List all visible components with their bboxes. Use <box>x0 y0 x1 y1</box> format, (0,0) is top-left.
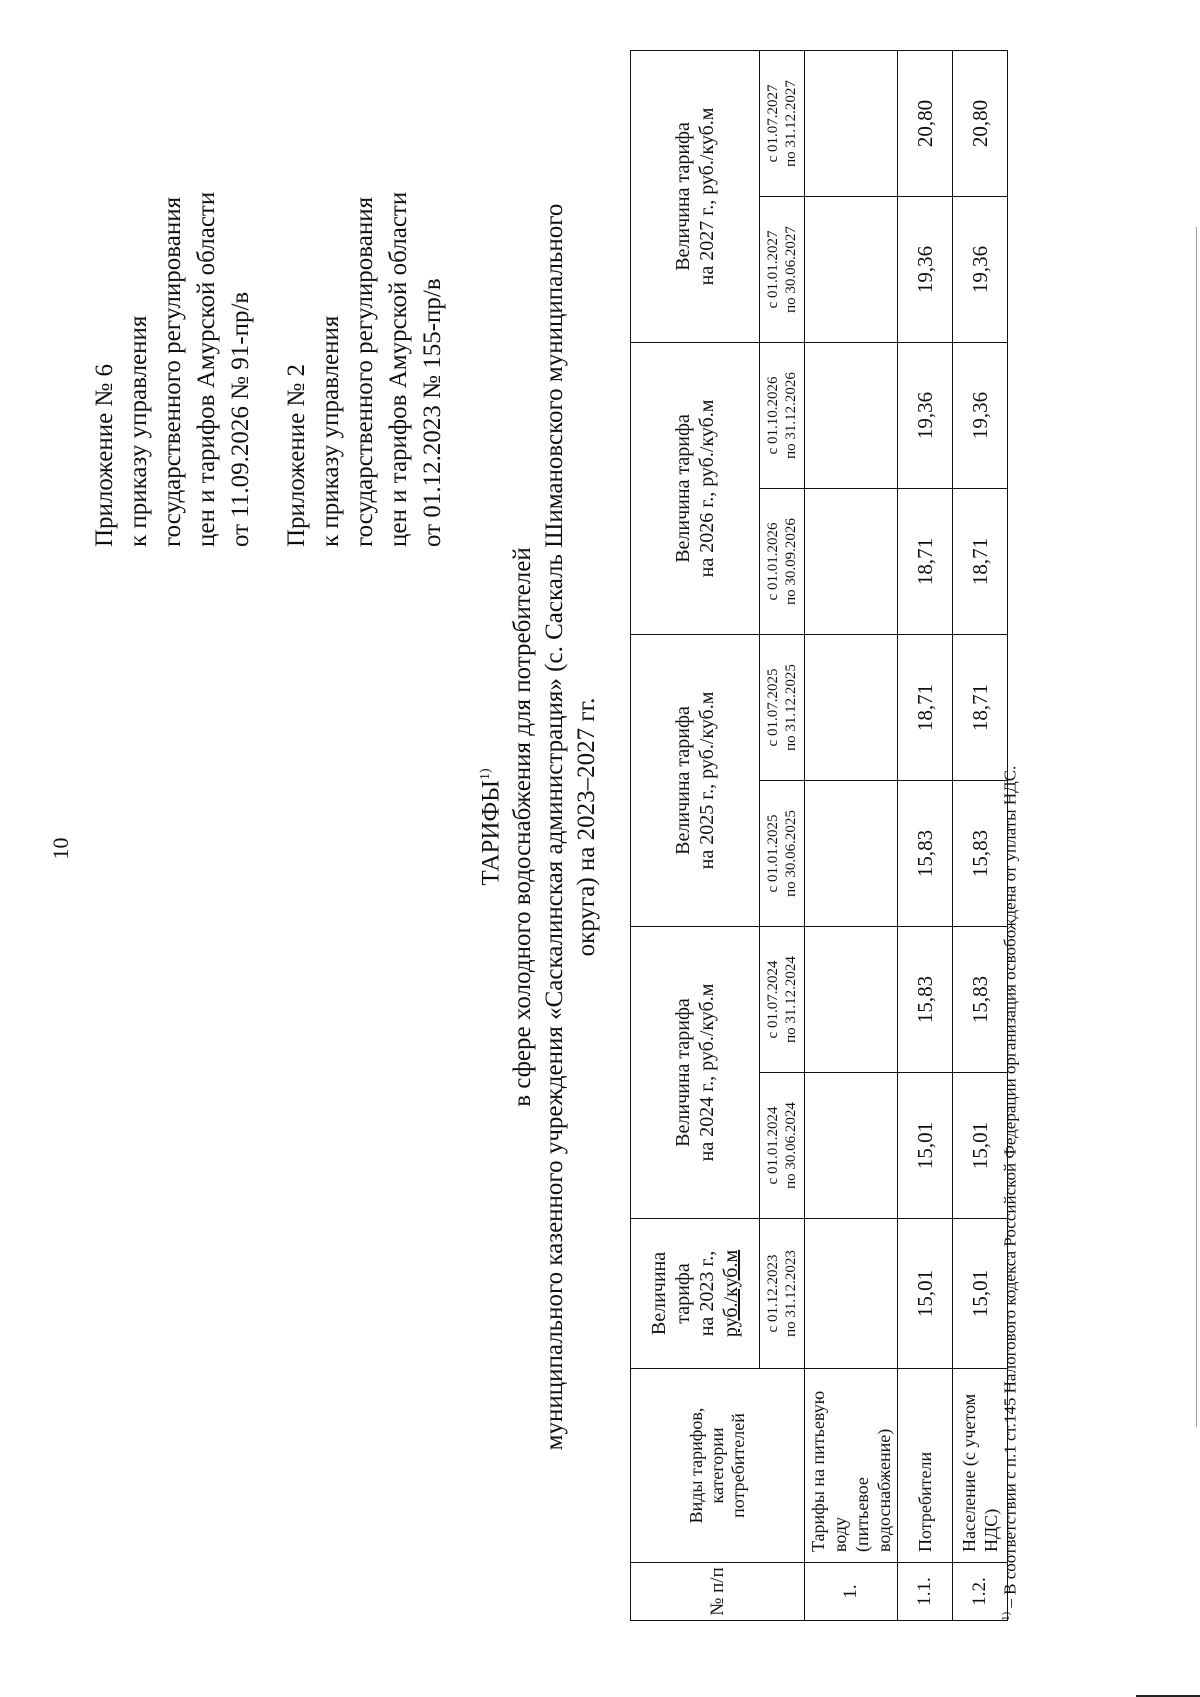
title-footnote-mark: 1) <box>478 768 493 781</box>
period-header <box>760 780 805 926</box>
document-title <box>470 77 603 1577</box>
header-year-line: на 2023 г., <box>696 1250 718 1337</box>
period-from: с 01.12.2023 <box>765 1254 781 1333</box>
tariff-value: 15,01 <box>898 1219 953 1369</box>
period-header <box>760 634 805 780</box>
table-row <box>805 50 898 1620</box>
tariff-value: 18,71 <box>898 488 953 634</box>
header-year-line: руб./куб.м <box>720 1249 742 1338</box>
row-number: 1. <box>805 1563 898 1621</box>
title-line: в сфере холодного водоснабжения для потребителей <box>509 547 537 1107</box>
period-to: по 30.09.2026 <box>783 518 799 605</box>
period-to: по 31.12.2026 <box>783 372 799 459</box>
row-number: 1.1. <box>898 1563 953 1621</box>
header-year-line: на 2024 г., руб./куб.м <box>696 983 718 1162</box>
row-category-line: (питьевое водоснабжение) <box>852 1428 894 1552</box>
period-header <box>760 1073 805 1219</box>
period-from: с 01.07.2025 <box>765 668 781 747</box>
header-category: Виды тарифов, категории потребителей <box>631 1369 805 1563</box>
period-to: по 30.06.2024 <box>783 1102 799 1189</box>
period-to: по 30.06.2025 <box>783 810 799 897</box>
row-category: Население (с учетом НДС) <box>953 1369 1008 1563</box>
period-header <box>760 50 805 196</box>
table-cell <box>805 196 898 342</box>
table-cell <box>805 1073 898 1219</box>
row-category: Потребители <box>898 1369 953 1563</box>
appendix-line: государственного регулирования <box>159 196 186 547</box>
row-number: 1.2. <box>953 1563 1008 1621</box>
tariff-value: 15,83 <box>898 780 953 926</box>
row-category-line: Тарифы на питьевую воду <box>808 1390 850 1552</box>
footnote <box>1000 766 1021 1621</box>
period-from: с 01.10.2026 <box>765 376 781 455</box>
appendix-line: Приложение № 2 <box>283 363 310 547</box>
header-year-2025 <box>631 634 760 926</box>
table-cell <box>805 1219 898 1369</box>
period-header <box>760 1219 805 1369</box>
period-header <box>760 926 805 1072</box>
tariff-value: 15,01 <box>953 1073 1008 1219</box>
tariff-value: 15,83 <box>898 926 953 1072</box>
header-year-line: Величина тарифа <box>648 1251 694 1336</box>
header-year-line: на 2026 г., руб./куб.м <box>696 399 718 578</box>
title-heading <box>470 77 507 1577</box>
header-year-2023 <box>631 1219 760 1369</box>
period-from: с 01.01.2026 <box>765 522 781 601</box>
period-from: с 01.01.2025 <box>765 814 781 893</box>
header-year-line: на 2027 г., руб./куб.м <box>696 107 718 286</box>
header-year-2026 <box>631 342 760 634</box>
tariff-value: 18,71 <box>953 488 1008 634</box>
header-year-2024 <box>631 926 760 1218</box>
tariff-value: 15,01 <box>898 1073 953 1219</box>
tariff-value: 15,01 <box>953 1219 1008 1369</box>
period-header <box>760 488 805 634</box>
table-cell <box>805 488 898 634</box>
appendix-line: Приложение № 6 <box>91 363 118 547</box>
period-from: с 01.01.2024 <box>765 1106 781 1185</box>
period-from: с 01.07.2024 <box>765 960 781 1039</box>
period-to: по 31.12.2023 <box>783 1250 799 1337</box>
header-year-2027 <box>631 50 760 342</box>
tariff-table <box>630 50 1008 1621</box>
appendix-line: от 11.09.2026 № 91-пр/в <box>227 291 254 547</box>
appendix-line: к приказу управления <box>317 315 344 547</box>
title-heading-text: ТАРИФЫ <box>477 780 505 886</box>
tariff-value: 19,36 <box>898 342 953 488</box>
tariff-value: 15,83 <box>953 780 1008 926</box>
table-row <box>898 50 953 1620</box>
footnote-mark: 1) <box>1000 1611 1012 1621</box>
period-to: по 30.06.2027 <box>783 226 799 313</box>
appendix-line: государственного регулирования <box>351 196 378 547</box>
appendix-6-reference <box>88 192 258 547</box>
period-to: по 31.12.2025 <box>783 664 799 751</box>
period-from: с 01.01.2027 <box>765 230 781 309</box>
tariff-value: 15,83 <box>953 926 1008 1072</box>
table-cell <box>805 780 898 926</box>
header-year-line: на 2025 г., руб./куб.м <box>696 691 718 870</box>
title-line: округа) на 2023–2027 гг. <box>573 697 601 957</box>
tariff-value: 19,36 <box>898 196 953 342</box>
period-header <box>760 196 805 342</box>
appendix-line: к приказу управления <box>125 315 152 547</box>
tariff-value: 18,71 <box>898 634 953 780</box>
tariff-value: 18,71 <box>953 634 1008 780</box>
header-year-line: Величина тарифа <box>672 122 694 271</box>
table-cell <box>805 342 898 488</box>
appendix-line: цен и тарифов Амурской области <box>385 191 412 547</box>
header-year-line: Величина тарифа <box>672 998 694 1147</box>
period-to: по 31.12.2024 <box>783 956 799 1043</box>
page-number: 10 <box>48 837 73 860</box>
scan-edge-line-bottom <box>1196 227 1197 1427</box>
table-cell <box>805 926 898 1072</box>
period-to: по 31.12.2027 <box>783 80 799 167</box>
period-from: с 01.07.2027 <box>765 84 781 163</box>
table-cell <box>805 50 898 196</box>
appendix-2-reference <box>280 192 450 547</box>
tariff-value: 20,80 <box>953 50 1008 196</box>
tariff-value: 19,36 <box>953 196 1008 342</box>
tariff-value: 19,36 <box>953 342 1008 488</box>
title-line: муниципального казенного учреждения «Саскалинская администрация» (с. Саскаль Шимановского муниципального <box>541 203 569 1451</box>
tariff-value: 20,80 <box>898 50 953 196</box>
row-category <box>805 1369 898 1563</box>
appendix-line: от 01.12.2023 № 155-пр/в <box>419 278 446 547</box>
table-cell <box>805 634 898 780</box>
period-header <box>760 342 805 488</box>
appendix-line: цен и тарифов Амурской области <box>193 191 220 547</box>
header-year-line: Величина тарифа <box>672 414 694 563</box>
header-number: № п/п <box>631 1563 805 1621</box>
footnote-text: – В соответствии с п.1 ст.145 Налогового кодекса Российской Федерации организация освобождена от уплаты НДС. <box>1000 765 1020 1612</box>
header-year-line: Величина тарифа <box>672 706 694 855</box>
